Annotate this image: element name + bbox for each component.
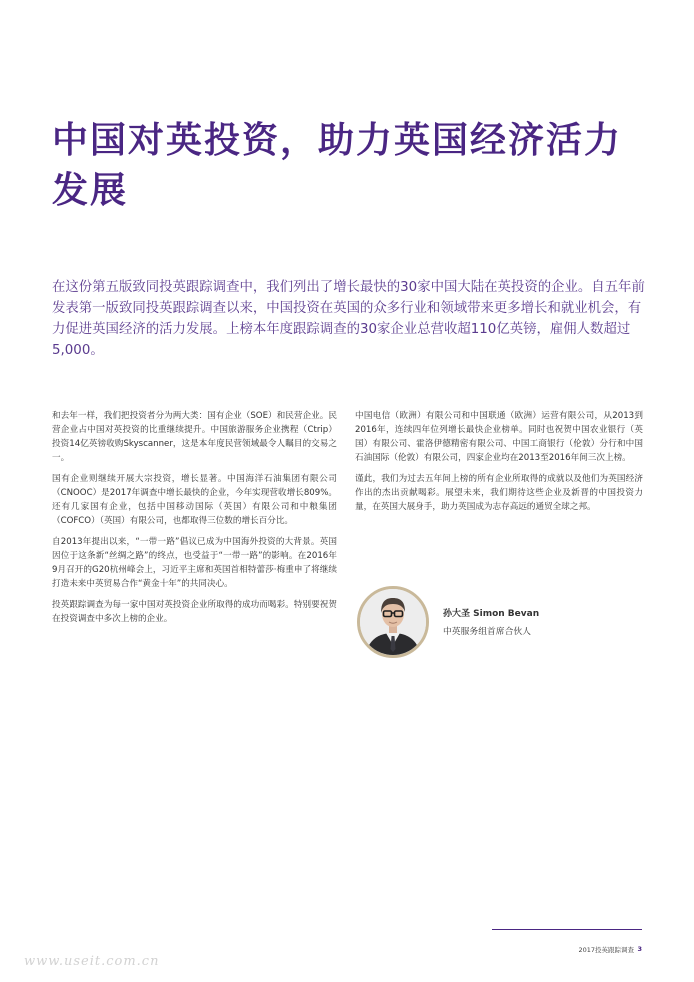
signature-block <box>357 586 647 658</box>
body-paragraph: 中国电信（欧洲）有限公司和中国联通（欧洲）运营有限公司，从2013到2016年，连续四年位列增长最快企业榜单。同时也祝贺中国农业银行（英国）有限公司、霍洛伊德精密有限公司、中国工商银行（伦敦）分行和中国石油国际（伦敦）有限公司，四家企业均在2013至2016年间三次上榜。 <box>355 411 643 463</box>
page-title: 中国对英投资，助力英国经济活力发展 <box>52 120 623 211</box>
body-paragraph: 国有企业则继续开展大宗投资，增长显著。中国海洋石油集团有限公司（CNOOC）是2017年调查中增长最快的企业，今年实现营收增长809%。还有几家国有企业，包括中国移动国际（英国）有限公司和中粮集团（COFCO）（英国）有限公司，也都取得三位数的增长百分比。 <box>52 474 337 526</box>
watermark: www.useit.com.cn <box>24 954 160 969</box>
portrait-icon <box>360 589 426 655</box>
avatar <box>357 586 429 658</box>
right-column <box>355 409 643 521</box>
body-paragraph: 投英跟踪调查为每一家中国对英投资企业所取得的成功而喝彩。特别要祝贺在投资调查中多次上榜的企业。 <box>52 600 337 624</box>
footer-label: 2017投英跟踪调查 <box>578 946 634 954</box>
page-number: 3 <box>637 945 642 953</box>
body-paragraph: 自2013年提出以来，“一带一路”倡议已成为中国海外投资的大背景。英国因位于这条新“丝绸之路”的终点，也受益于“一带一路”的影响。在2016年9月召开的G20杭州峰会上，习近平主席和英国首相特蕾莎·梅重申了将继续打造未来中英贸易合作“黄金十年”的共同决心。 <box>52 537 337 589</box>
signature-role: 中英服务组首席合伙人 <box>443 627 531 637</box>
body-paragraph: 谨此，我们为过去五年间上榜的所有企业所取得的成就以及他们为英国经济作出的杰出贡献喝彩。展望未来，我们期待这些企业及新晋的中国投资力量，在英国大展身手，助力英国成为志存高远的通贸全球之邦。 <box>355 474 643 512</box>
footer-divider <box>492 929 642 930</box>
signature-name: 孙大圣 Simon Bevan <box>443 609 540 619</box>
intro-paragraph: 在这份第五版致同投英跟踪调查中，我们列出了增长最快的30家中国大陆在英投资的企业。自五年前发表第一版致同投英跟踪调查以来，中国投资在英国的众多行业和领域带来更多增长和就业机会，有力促进英国经济的活力发展。上榜本年度跟踪调查的30家企业总营收超110亿英镑，雇佣人数超过5,000。 <box>52 280 645 358</box>
body-paragraph: 和去年一样，我们把投资者分为两大类：国有企业（SOE）和民营企业。民营企业占中国对英投资的比重继续提升。中国旅游服务企业携程（Ctrip）投资14亿英镑收购Skyscanner，这是本年度民营领域最令人瞩目的交易之一。 <box>52 411 337 463</box>
left-column <box>52 409 337 633</box>
